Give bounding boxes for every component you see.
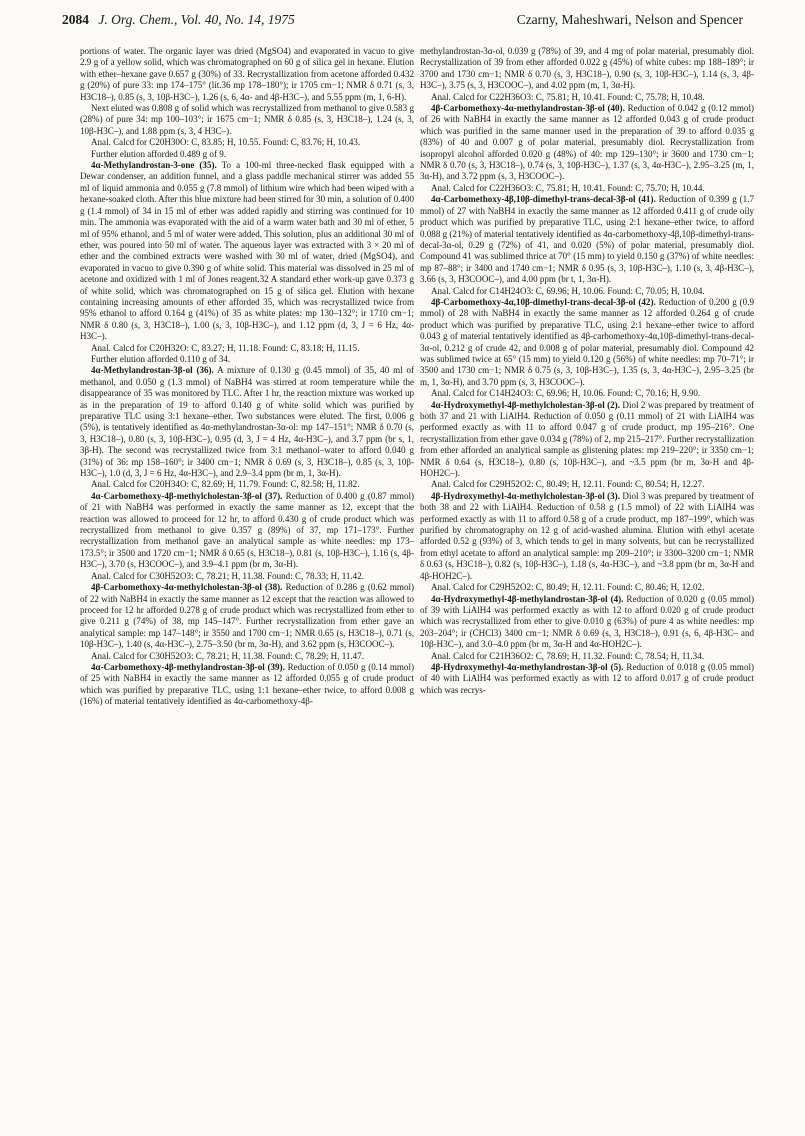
compound-heading: 4α-Carbomethoxy-4β-methylcholestan-3β-ol (37).	[91, 490, 283, 501]
paragraph	[420, 92, 754, 103]
paragraph-text: Anal. Calcd for C29H52O2: C, 80.49; H, 12.11. Found: C, 80.54; H, 12.27.	[431, 479, 705, 490]
compound-heading: 4α-Hydroxymethyl-4β-methylandrostan-3β-ol (4).	[431, 593, 624, 604]
paragraph-text: Diol 2 was prepared by treatment of both 37 and 21 with LiAlH4. Reduction of 0.050 g (0.11 mmol) of 21 with LiAlH4 was performed exactly as with 11 to afford 0.047 g of crude product, mp 195–216°. One recrystallization from ether gave 0.034 g (78%) of 2, mp 215–217°. Further recrystallization from ether afforded an analytical sample as glistening plates: mp 219–220°; ir 3350 cm−1; NMR δ 0.64 (s, H3C18–), 0.80 (s, 10β-H3C–), and ~3.5 ppm (br m, 3α-H and 4β-HOH2C–).	[420, 399, 755, 479]
journal-citation: J. Org. Chem., Vol. 40, No. 14, 1975	[98, 12, 295, 27]
paragraph-text: Reduction of 0.050 g (0.14 mmol) of 25 with NaBH4 in exactly the same manner as 12 afforded 0.055 g of crude product which was purified by preparative TLC, using 1:1 hexane–ether twice, to afford 0.008 g (16%) of material tentatively identified as 4α-carbomethoxy-4β-	[80, 661, 414, 707]
paragraph	[420, 183, 754, 194]
paragraph-text: Diol 3 was prepared by treatment of both 38 and 22 with LiAlH4. Reduction of 0.58 g (1.5 mmol) of 22 with LiAlH4 was performed exactly as with 11 to afford 0.58 g of a crude product, mp 187–199°, which was purified by chromatography on 12 g of acid-washed alumina. Elution with ethyl acetate afforded 0.52 g (93%) of 3, which tends to gel in many solvents, but can be recrystallized from ethyl acetate to afford an analytical sample: mp 209–210°; ir 3300–3200 cm−1; NMR δ 0.63 (s, H3C18–), 0.82 (s, 10β-H3C–), 1.18 (s, 4α-H3C–), and ~3.8 ppm (br m, 3α-H and 4β-HOH2C–).	[420, 490, 755, 581]
paragraph	[420, 286, 754, 297]
paragraph	[80, 46, 414, 103]
paragraph	[420, 400, 754, 480]
paragraph-text: Reduction of 0.042 g (0.12 mmol) of 26 with NaBH4 in exactly the same manner as 12 afforded 0.043 g of crude product which was purified in the same manner used in the preparation of 39 to afford 0.035 g (83%) of 40 and 0.007 g of polar material, presumably diol. Recrystallization from isopropyl alcohol afforded 0.020 g (48%) of 40: mp 129–130°; ir 3600 and 1730 cm−1; NMR δ 0.70 (s, 3, H3C18–), 0.74 (s, 3, 10β-H3C–), 1.37 (s, 3, 4α-H3C–), 2.95–3.25 (m, 1, 3α-H), and 3.72 ppm (s, 3, H3COOC–).	[420, 103, 754, 182]
paragraph	[420, 651, 754, 662]
compound-heading: 4α-Carbomethoxy-4β-methylandrostan-3β-ol (39).	[91, 661, 285, 672]
paragraph-text: Reduction of 0.018 g (0.05 mmol) of 40 with LiAlH4 was performed exactly as with 12 to afford 0.017 g of crude product which was recrys-	[420, 661, 755, 695]
paragraph	[420, 46, 754, 92]
compound-heading: 4α-Carbomethoxy-4β,10β-dimethyl-trans-decal-3β-ol (41).	[431, 194, 656, 205]
paragraph-text: methylandrostan-3α-ol, 0.039 g (78%) of 39, and 4 mg of polar material, presumably diol. Recrystallization of 39 from ether afforded 0.022 g (45%) of white cubes: mp 188–189°; ir 3700 and 1730 cm−1; NMR δ 0.70 (s, 3, H3C18–), 0.90 (s, 3, 10β-H3C–), 1.14 (s, 3, 4β-H3C–), 3.75 (s, 3, H3COOC–), and 4.02 ppm (m, 1, 3α-H).	[420, 46, 754, 91]
right-column	[420, 46, 754, 696]
compound-heading: 4α-Hydroxymethyl-4β-methylcholestan-3β-ol (2).	[431, 399, 620, 410]
paragraph	[420, 479, 754, 490]
compound-heading: 4β-Hydroxymethyl-4α-methylandrostan-3β-ol (5).	[431, 661, 624, 672]
paragraph-text: Anal. Calcd for C20H30O: C, 83.85; H, 10.55. Found: C, 83.76; H, 10.43.	[91, 137, 361, 148]
paragraph-text: Reduction of 0.200 g (0.9 mmol) of 28 with NaBH4 in exactly the same manner as 12 afforded 0.264 g of crude product which was purified by preparative TLC, using 2:1 hexane–ether twice to afford 0.043 g of material tentatively identified as 4β-carbomethoxy-4α,10β-dimethyl-trans-decal-3α-ol, 0.212 g of crude 42, and 0.008 g of polar material, presumably diol. Compound 42 was sublimed twice at 65° (15 mm) to yield 0.120 g (56%) of white needles: mp 70–71°; ir 3500 and 1730 cm−1; NMR δ 0.75 (s, 3, 10β-H3C–), 1.35 (s, 3, 4α-H3C–), 2.95–3.25 (br m, 1, 3α-H), and 3.70 ppm (s, 3, H3COOC–).	[420, 296, 754, 387]
paragraph-text: Further elution afforded 0.110 g of 34.	[91, 353, 231, 364]
paragraph	[80, 149, 414, 160]
page-header	[62, 12, 743, 34]
paragraph	[80, 491, 414, 571]
left-column	[80, 46, 414, 708]
paragraph	[420, 582, 754, 593]
compound-heading: 4β-Carbomethoxy-4α,10β-dimethyl-trans-decal-3β-ol (42).	[431, 296, 656, 307]
paragraph-text: Anal. Calcd for C29H52O2: C, 80.49; H, 12.11. Found: C, 80.46; H, 12.02.	[431, 582, 705, 593]
paragraph-text: Further elution afforded 0.489 g of 9.	[91, 148, 227, 159]
paragraph-text: Next eluted was 0.808 g of solid which was recrystallized from methanol to give 0.583 g (28%) of pure 34: mp 100–103°; ir 1675 cm−1; NMR δ 0.85 (s, 3, H3C18–), 1.24 (s, 3, 10β-H3C–), and 1.88 ppm (s, 3, 4 H3C–).	[80, 103, 414, 136]
paragraph-text: Anal. Calcd for C21H36O2: C, 78.69; H, 11.32. Found: C, 78.54; H, 11.34.	[431, 650, 704, 661]
paragraph-text: Reduction of 0.286 g (0.62 mmol) of 22 with NaBH4 in exactly the same manner as 12 except that the reaction was allowed to proceed for 12 hr afforded 0.278 g of crude product which was recrystallized from ether to give 0.211 g (74%) of 38, mp 145–147°. Further recrystallization from ether gave an analytical sample: mp 147–148°; ir 3550 and 1700 cm−1; NMR 0.65 (s, H3C18–), 0.71 (s, 10β-H3C–), 1.40 (s, 4α-H3C–), 2.75–3.50 (br m, 3α-H), and 3.62 ppm (s, H3COOC–).	[80, 582, 414, 650]
paragraph-text: Anal. Calcd for C30H52O3: C, 78.21; H, 11.38. Found: C, 78.29; H, 11.47.	[91, 650, 364, 661]
compound-heading: 4α-Methylandrostan-3-one (35).	[91, 160, 217, 171]
paragraph	[80, 365, 414, 479]
paragraph-text: Reduction of 0.399 g (1.7 mmol) of 27 with NaBH4 in exactly the same manner as 12 afforded 0.411 g of crude oily product which was purified by preparative TLC, using 2:1 hexane–ether twice, to afford 0.088 g (21%) of material tentatively identified as 4α-carbomethoxy-4β,10β-dimethyl-trans-decal-3α-ol, 0.29 g (72%) of 41, and 0.020 (5%) of polar material, presumably diol. Compound 41 was sublimed thrice at 70° (15 mm) to yield 0.150 g (37%) of white needles: mp 87–88°; ir 3400 and 1740 cm−1; NMR δ 0.95 (s, 3, 10β-H3C–), 1.10 (s, 3, 4β-H3C–), 3.66 (s, 3, H3COOC–), and 4.00 ppm (br t, 1, 3α-H).	[420, 194, 755, 285]
paragraph	[420, 194, 754, 285]
paragraph-text: Anal. Calcd for C14H24O3: C, 69.96; H, 10.06. Found: C, 70.16; H, 9.90.	[431, 388, 701, 399]
paragraph	[80, 582, 414, 650]
paragraph-text: Anal. Calcd for C22H36O3: C, 75.81; H, 10.41. Found: C, 75.70; H, 10.44.	[431, 182, 705, 193]
paragraph-text: portions of water. The organic layer was dried (MgSO4) and evaporated in vacuo to give 2.9 g of a yellow solid, which was chromatographed on 60 g of silica gel in hexane. Elution with ether–hexane gave 0.657 g (30%) of 33. Recrystallization from acetone afforded 0.432 g (20%) of pure 33: mp 174–175° (lit.36 mp 178–180°); ir 1705 cm−1; NMR δ 0.71 (s, 3, H3C18–), 0.85 (s, 3, 10β-H3C–), 1.26 (s, 6, 4α- and 4β-H3C–), and 5.55 ppm (m, 1, 6-H).	[80, 46, 414, 102]
paragraph-text: A mixture of 0.130 g (0.45 mmol) of 35, 40 ml of methanol, and 0.050 g (1.3 mmol) of NaBH4 was stirred at room temperature while the disappearance of 35 was monitored by TLC. After 1 hr, the reaction mixture was worked up as in the preparation of 19 to afford 0.140 g of white solid which was purified by preparative TLC using 3:1 hexane–ether. Two substances were eluted. The first, 0.006 g (5%), is tentatively identified as 4α-methylandrostan-3α-ol: mp 147–151°; NMR δ 0.70 (s, 3, H3C18–), 0.80 (s, 3, 10β-H3C–), 0.95 (d, 3, J = 4 Hz, 4α-H3C–), and 3.7 ppm (br s, 1, 3β-H). The second was recrystallized twice from 3:1 methanol–water to afford 0.040 g (31%) of 36: mp 158–160°; ir 3400 cm−1; NMR δ 0.69 (s, 3, H3C18–), 0.85 (s, 3, 10β-H3C–), 1.0 (d, 3, J = 6 Hz, 4α-H3C–), and 2.9–3.4 ppm (br m, 1, 3α-H).	[80, 365, 415, 479]
paragraph	[420, 103, 754, 183]
compound-heading: 4β-Hydroxymethyl-4α-methylcholestan-3β-ol (3).	[431, 490, 620, 501]
paragraph	[80, 160, 414, 343]
paragraph-text: Anal. Calcd for C14H24O3: C, 69.96; H, 10.06. Found: C, 70.05; H, 10.04.	[431, 285, 705, 296]
paragraph-text: Reduction of 0.400 g (0.87 mmol) of 21 with NaBH4 was performed in exactly the same manner as 12, except that the reaction was allowed to proceed for 12 hr, to afford 0.430 g of crude product which was recrystallized from methanol to give 0.357 g (89%) of 37, mp 171–173°. Further recrystallization from methanol gave an analytical sample as white needles: mp 173–173.5°; ir 3500 and 1720 cm−1; NMR δ 0.65 (s, H3C18–), 0.81 (s, 10β-H3C–), 1.16 (s, 4β-H3C–), 3.70 (s, H3COOC–), and 3.9–4.1 ppm (br m, 3α-H).	[80, 490, 414, 570]
paragraph	[80, 479, 414, 490]
paragraph-text: Anal. Calcd for C20H34O: C, 82.69; H, 11.79. Found: C, 82.58; H, 11.82.	[91, 479, 360, 490]
paragraph	[420, 594, 754, 651]
compound-heading: 4β-Carbomethoxy-4α-methylcholestan-3β-ol (38).	[91, 582, 283, 593]
paragraph-text: Anal. Calcd for C20H32O: C, 83.27; H, 11.18. Found: C, 83.18; H, 11.15.	[91, 342, 360, 353]
compound-heading: 4β-Carbomethoxy-4α-methylandrostan-3β-ol (40).	[431, 103, 625, 114]
paragraph	[80, 662, 414, 708]
running-authors: Czarny, Maheshwari, Nelson and Spencer	[516, 12, 743, 27]
paragraph	[80, 571, 414, 582]
paragraph	[420, 491, 754, 582]
paragraph	[80, 103, 414, 137]
compound-heading: 4α-Methylandrostan-3β-ol (36).	[91, 365, 214, 376]
paragraph	[80, 651, 414, 662]
paragraph-text: Anal. Calcd for C30H52O3: C, 78.21; H, 11.38. Found: C, 78.33; H, 11.42.	[91, 570, 364, 581]
paragraph-text: Anal. Calcd for C22H36O3: C, 75.81; H, 10.41. Found: C, 75.78; H, 10.48.	[431, 91, 705, 102]
paragraph	[420, 388, 754, 399]
paragraph	[80, 343, 414, 354]
paragraph-text: Reduction of 0.020 g (0.05 mmol) of 39 with LiAlH4 was performed exactly as with 12 to afford 0.020 g of crude product which was recrystallized from ether to give 0.010 g (63%) of pure 4 as white needles: mp 203–204°; ir (CHCl3) 3400 cm−1; NMR δ 0.69 (s, 3, H3C18–), 0.91 (s, 6, 4β-H3C– and 10β-H3C–), and 3.0–4.0 ppm (br m, 3α-H and 4α-HOH2C–).	[420, 593, 755, 650]
paragraph	[420, 662, 754, 696]
paragraph-text: To a 100-ml three-necked flask equipped with a Dewar condenser, an addition funnel, and a glass paddle mechanical stirrer was added 55 ml of liquid ammonia and 0.055 g (7.8 mmol) of lithium wire which had been wiped with a hexane-soaked cloth. After this blue mixture had been stirred for 30 min, a solution of 0.400 g (1.4 mmol) of 34 in 15 ml of ether was added rapidly and stirring was continued for 10 min. The ammonia was evaporated with the aid of a warm water bath and 30 ml of ether, 5 ml of 95% ethanol, and 5 ml of water were added. This solution, plus an additional 30 ml of ether, was poured into 50 ml of water. The aqueous layer was extracted with 3 × 20 ml of ether and the combined extracts were washed with 30 ml of water, dried (MgSO4), and evaporated in vacuo to give 0.390 g of white solid. This material was dissolved in 25 ml of acetone and oxidized with 1 ml of Jones reagent.32 A standard ether work-up gave 0.373 g of white solid, which was chromatographed on 15 g of silica gel. Elution with hexane containing increasing amounts of ether afforded 35, which was recrystallized twice from 95% ethanol to afford 0.164 g (41%) of 35 as white plates: mp 130–132°; ir 1710 cm−1; NMR δ 0.80 (s, 3, H3C18–), 1.00 (s, 3, 10β-H3C–), and 1.12 ppm (d, 3, J = 6 Hz, 4α-H3C–).	[80, 160, 414, 342]
paragraph	[420, 297, 754, 388]
paragraph	[80, 354, 414, 365]
page-number: 2084	[62, 12, 89, 27]
paragraph	[80, 137, 414, 148]
